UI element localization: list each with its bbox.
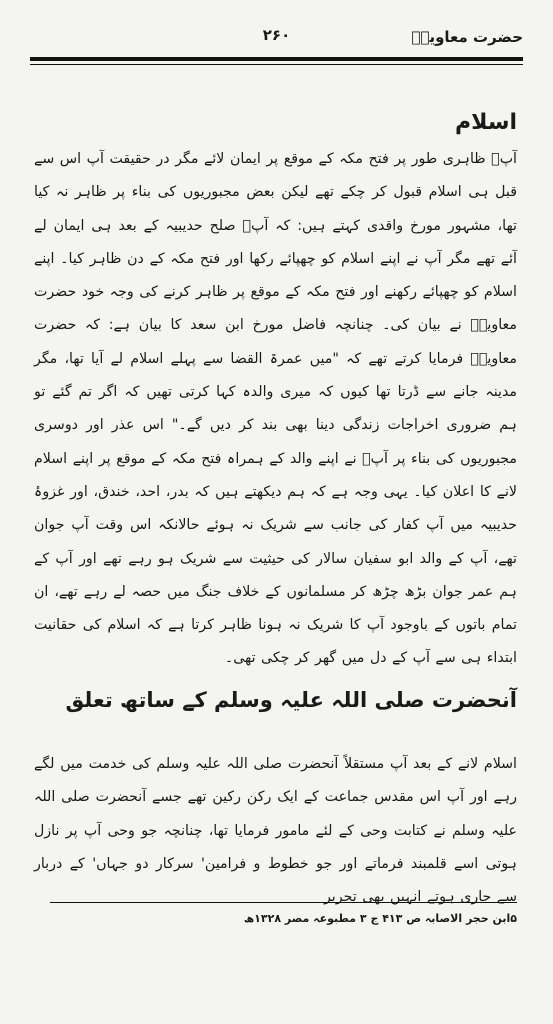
running-header [30, 22, 523, 52]
section-relation [34, 748, 517, 914]
section-heading-islam: اسلام [454, 110, 517, 135]
book-title: حضرت معاویہؓ [411, 28, 523, 46]
section-relation-heading-wrap [34, 688, 517, 712]
footnote-rule [50, 902, 517, 903]
page-number: ۲۶۰ [262, 26, 291, 44]
header-rule-thin [30, 64, 523, 65]
section-islam [34, 110, 517, 676]
header-rule-thick [30, 57, 523, 61]
paragraph-relation: اسلام لانے کے بعد آپ مستقلاً آنحضرت صلی اللہ علیہ وسلم کی خدمت میں لگے رہے اور آپ اس مقدس جماعت کے ایک رکن رکین تھے جسے آنحضرت صلی اللہ علیہ وسلم نے کتابت وحی کے لئے مامور فرمایا تھا، چنانچہ جو وحی آپ پر نازل ہوتی اسے قلمبند فرماتے اور جو خطوط و فرامین' سرکار دو جہاں' کے دربار سے جاری ہوتے انہیں بھی تحریر [34, 756, 517, 906]
footnote: ۵ابن حجر الاصابہ ص ۴۱۳ ج ۳ مطبوعہ مصر ۱۳۲۸ھ [243, 912, 517, 925]
paragraph-islam: آپؓ ظاہری طور پر فتح مکہ کے موقع پر ایمان لائے مگر در حقیقت آپ اس سے قبل ہی اسلام قبول کر چکے تھے لیکن بعض مجبوریوں کی بناء پر ظاہر نہ کیا تھا، مشہور مورخ واقدی کہتے ہیں: کہ آپؓ صلح حدیبیہ کے بعد ہی ایمان لے آئے تھے مگر آپ نے اپنے اسلام کو چھپائے رکھا اور فتح مکہ کے دن ظاہر کیا۔ اپنے اسلام کو چھپائے رکھنے اور فتح مکہ کے موقع پر ظاہر کرنے کی وجہ خود حضرت معاویہؓ نے بیان کی۔ چنانچہ فاضل مورخ ابن سعد کا بیان ہے: کہ حضرت معاویہؓ فرمایا کرتے تھے کہ "میں عمرۃ القضا سے پہلے اسلام لے آیا تھا، مگر مدینہ جانے سے ڈرتا تھا کیوں کہ میری والدہ کہا کرتی تھیں کہ اگر تم گئے تو ہم ضروری اخراجات زندگی دینا بھی بند کر دیں گے۔" اس عذر اور دوسری مجبوریوں کی بناء پر آپؓ نے اپنے والد کے ہمراہ فتح مکہ کے موقع پر اپنے اسلام لانے کا اعلان کیا۔ یہی وجہ ہے کہ ہم دیکھتے ہیں کہ بدر، احد، خندق، اور غزوۂ حدیبیہ میں آپ کفار کی جانب سے شریک نہ ہوئے حالانکہ اس وقت آپ جوان تھے، آپ کے والد ابو سفیان سالار کی حیثیت سے شریک ہو رہے تھے اور آپ کے ہم عمر جوان بڑھ چڑھ کر مسلمانوں کے خلاف جنگ میں حصہ لے رہے تھے، ان تمام باتوں کے باوجود آپ کا شریک نہ ہونا ظاہر کرتا ہے کہ اسلام کی حقانیت ابتداء ہی سے آپ کے دل میں گھر کر چکی تھی۔ [34, 151, 517, 667]
section-heading-relation: آنحضرت صلی اللہ علیہ وسلم کے ساتھ تعلق [65, 688, 517, 712]
